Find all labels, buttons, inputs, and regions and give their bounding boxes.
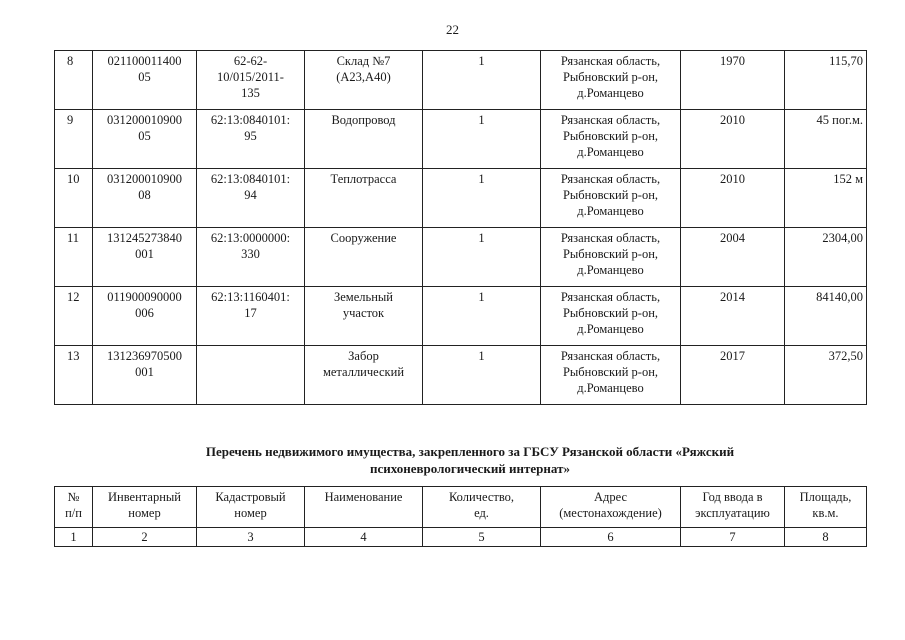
page-number: 22 bbox=[446, 22, 459, 37]
property-name-cell: Забор металлический bbox=[305, 346, 423, 405]
cadastral-number-cell bbox=[197, 346, 305, 405]
row-number-cell: 12 bbox=[55, 287, 93, 346]
inventory-number-cell: 131245273840 001 bbox=[93, 228, 197, 287]
cadastral-number-cell: 62:13:1160401: 17 bbox=[197, 287, 305, 346]
cadastral-number-cell: 62:13:0840101: 95 bbox=[197, 110, 305, 169]
commission-year-cell: 2017 bbox=[681, 346, 785, 405]
inventory-number-cell: 131236970500 001 bbox=[93, 346, 197, 405]
section-title-line2: психоневрологический интернат» bbox=[370, 461, 570, 476]
column-number: 3 bbox=[197, 528, 305, 547]
table-row bbox=[55, 169, 867, 228]
table-row bbox=[55, 287, 867, 346]
row-number-cell: 13 bbox=[55, 346, 93, 405]
quantity-cell: 1 bbox=[423, 110, 541, 169]
area-cell: 45 пог.м. bbox=[785, 110, 867, 169]
area-cell: 152 м bbox=[785, 169, 867, 228]
area-cell: 2304,00 bbox=[785, 228, 867, 287]
inventory-number-cell: 011900090000 006 bbox=[93, 287, 197, 346]
address-cell: Рязанская область, Рыбновский р-он, д.Романцево bbox=[541, 346, 681, 405]
header-cell: Количество, ед. bbox=[423, 487, 541, 528]
property-name-cell: Склад №7 (А23,А40) bbox=[305, 51, 423, 110]
column-number: 2 bbox=[93, 528, 197, 547]
row-number-cell: 11 bbox=[55, 228, 93, 287]
inventory-number-cell: 031200010900 05 bbox=[93, 110, 197, 169]
property-name-cell: Теплотрасса bbox=[305, 169, 423, 228]
cadastral-number-cell: 62-62- 10/015/2011- 135 bbox=[197, 51, 305, 110]
commission-year-cell: 2010 bbox=[681, 169, 785, 228]
table-row bbox=[55, 110, 867, 169]
commission-year-cell: 1970 bbox=[681, 51, 785, 110]
row-number-cell: 9 bbox=[55, 110, 93, 169]
column-number: 6 bbox=[541, 528, 681, 547]
commission-year-cell: 2004 bbox=[681, 228, 785, 287]
property-name-cell: Водопровод bbox=[305, 110, 423, 169]
row-number-cell: 10 bbox=[55, 169, 93, 228]
property-table-continued bbox=[54, 50, 867, 405]
inventory-number-cell: 031200010900 08 bbox=[93, 169, 197, 228]
area-cell: 84140,00 bbox=[785, 287, 867, 346]
header-cell: Адрес (местонахождение) bbox=[541, 487, 681, 528]
header-cell: Площадь, кв.м. bbox=[785, 487, 867, 528]
property-table-header bbox=[54, 486, 867, 547]
quantity-cell: 1 bbox=[423, 51, 541, 110]
row-number-cell: 8 bbox=[55, 51, 93, 110]
inventory-number-cell: 021100011400 05 bbox=[93, 51, 197, 110]
header-cell: Наименование bbox=[305, 487, 423, 528]
cadastral-number-cell: 62:13:0840101: 94 bbox=[197, 169, 305, 228]
table-row bbox=[55, 346, 867, 405]
area-cell: 372,50 bbox=[785, 346, 867, 405]
quantity-cell: 1 bbox=[423, 228, 541, 287]
table-row bbox=[55, 228, 867, 287]
address-cell: Рязанская область, Рыбновский р-он, д.Романцево bbox=[541, 287, 681, 346]
column-number: 4 bbox=[305, 528, 423, 547]
quantity-cell: 1 bbox=[423, 346, 541, 405]
area-cell: 115,70 bbox=[785, 51, 867, 110]
header-cell: Инвентарный номер bbox=[93, 487, 197, 528]
quantity-cell: 1 bbox=[423, 287, 541, 346]
column-number: 1 bbox=[55, 528, 93, 547]
section-title bbox=[150, 443, 790, 477]
quantity-cell: 1 bbox=[423, 169, 541, 228]
column-number: 8 bbox=[785, 528, 867, 547]
property-name-cell: Сооружение bbox=[305, 228, 423, 287]
address-cell: Рязанская область, Рыбновский р-он, д.Романцево bbox=[541, 169, 681, 228]
header-cell: Кадастровый номер bbox=[197, 487, 305, 528]
address-cell: Рязанская область, Рыбновский р-он, д.Романцево bbox=[541, 51, 681, 110]
table-row bbox=[55, 51, 867, 110]
commission-year-cell: 2010 bbox=[681, 110, 785, 169]
header-row bbox=[55, 487, 867, 528]
commission-year-cell: 2014 bbox=[681, 287, 785, 346]
address-cell: Рязанская область, Рыбновский р-он, д.Романцево bbox=[541, 228, 681, 287]
column-number-row bbox=[55, 528, 867, 547]
property-name-cell: Земельный участок bbox=[305, 287, 423, 346]
cadastral-number-cell: 62:13:0000000: 330 bbox=[197, 228, 305, 287]
address-cell: Рязанская область, Рыбновский р-он, д.Романцево bbox=[541, 110, 681, 169]
header-cell: Год ввода в эксплуатацию bbox=[681, 487, 785, 528]
section-title-line1: Перечень недвижимого имущества, закрепленного за ГБСУ Рязанской области «Ряжский bbox=[205, 444, 735, 459]
header-cell: № п/п bbox=[55, 487, 93, 528]
column-number: 7 bbox=[681, 528, 785, 547]
column-number: 5 bbox=[423, 528, 541, 547]
